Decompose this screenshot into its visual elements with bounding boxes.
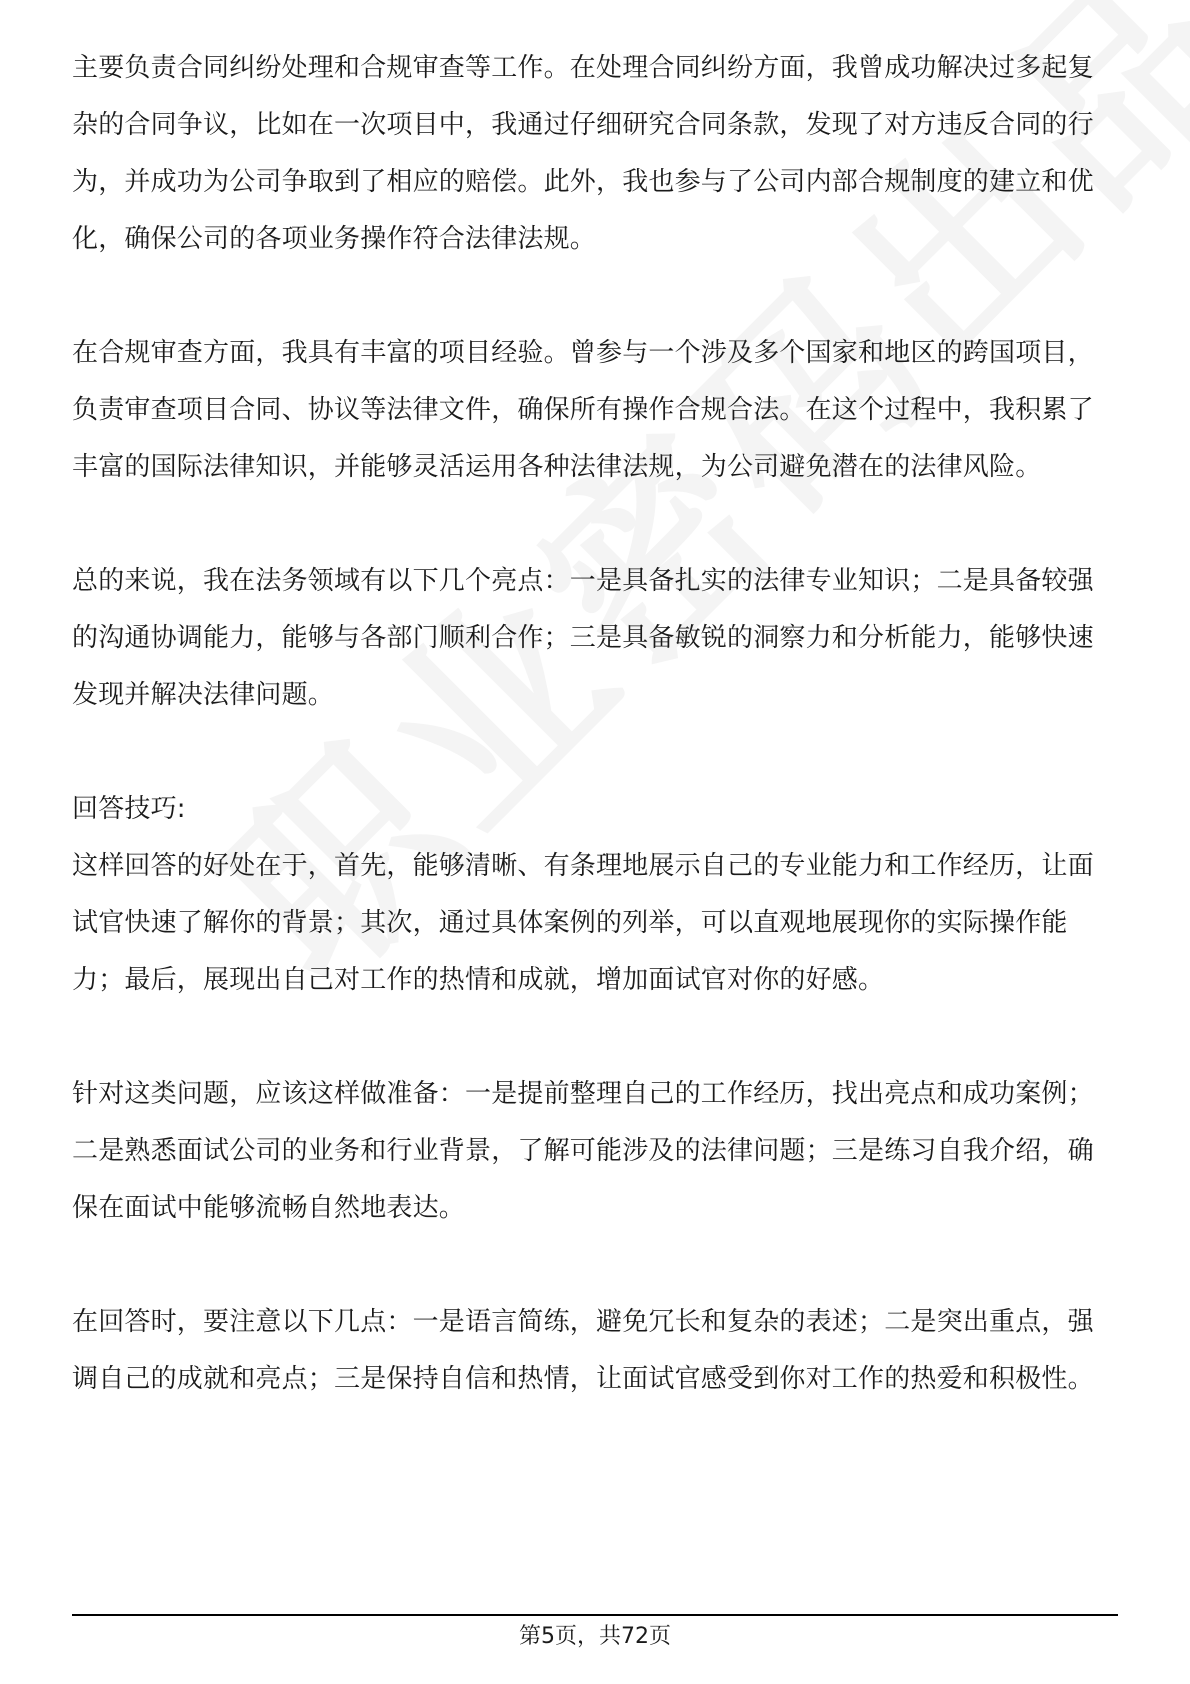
page-number: 第5页，共72页 <box>519 1624 671 1649</box>
paragraph-gap <box>72 1237 1118 1294</box>
document-body <box>72 40 1118 1408</box>
section-heading-tips: 回答技巧: <box>72 794 186 824</box>
paragraph-preparation: 针对这类问题，应该这样做准备：一是提前整理自己的工作经历，找出亮点和成功案例；二是熟悉面试公司的业务和行业背景，了解可能涉及的法律问题；三是练习自我介绍，确保在面试中能够流畅自然地表达。 <box>72 1079 1094 1223</box>
paragraph-contract-disputes: 主要负责合同纠纷处理和合规审查等工作。在处理合同纠纷方面，我曾成功解决过多起复杂的合同争议，比如在一次项目中，我通过仔细研究合同条款，发现了对方违反合同的行为，并成功为公司争取到了相应的赔偿。此外，我也参与了公司内部合规制度的建立和优化，确保公司的各项业务操作符合法律法规。 <box>72 53 1094 254</box>
footer-divider <box>72 1614 1118 1616</box>
paragraph-compliance-review: 在合规审查方面，我具有丰富的项目经验。曾参与一个涉及多个国家和地区的跨国项目，负责审查项目合同、协议等法律文件，确保所有操作合规合法。在这个过程中，我积累了丰富的国际法律知识，并能够灵活运用各种法律法规，为公司避免潜在的法律风险。 <box>72 338 1094 482</box>
paragraph-gap <box>72 1009 1118 1066</box>
paragraph-answer-notes: 在回答时，要注意以下几点：一是语言简练，避免冗长和复杂的表述；二是突出重点，强调自己的成就和亮点；三是保持自信和热情，让面试官感受到你对工作的热爱和积极性。 <box>72 1307 1094 1394</box>
paragraph-answer-benefits: 这样回答的好处在于，首先，能够清晰、有条理地展示自己的专业能力和工作经历，让面试官快速了解你的背景；其次，通过具体案例的列举，可以直观地展现你的实际操作能力；最后，展现出自己对工作的热情和成就，增加面试官对你的好感。 <box>72 851 1094 995</box>
paragraph-gap <box>72 724 1118 781</box>
paragraph-gap <box>72 496 1118 553</box>
paragraph-highlights: 总的来说，我在法务领域有以下几个亮点：一是具备扎实的法律专业知识；二是具备较强的沟通协调能力，能够与各部门顺利合作；三是具备敏锐的洞察力和分析能力，能够快速发现并解决法律问题。 <box>72 566 1094 710</box>
paragraph-gap <box>72 268 1118 325</box>
